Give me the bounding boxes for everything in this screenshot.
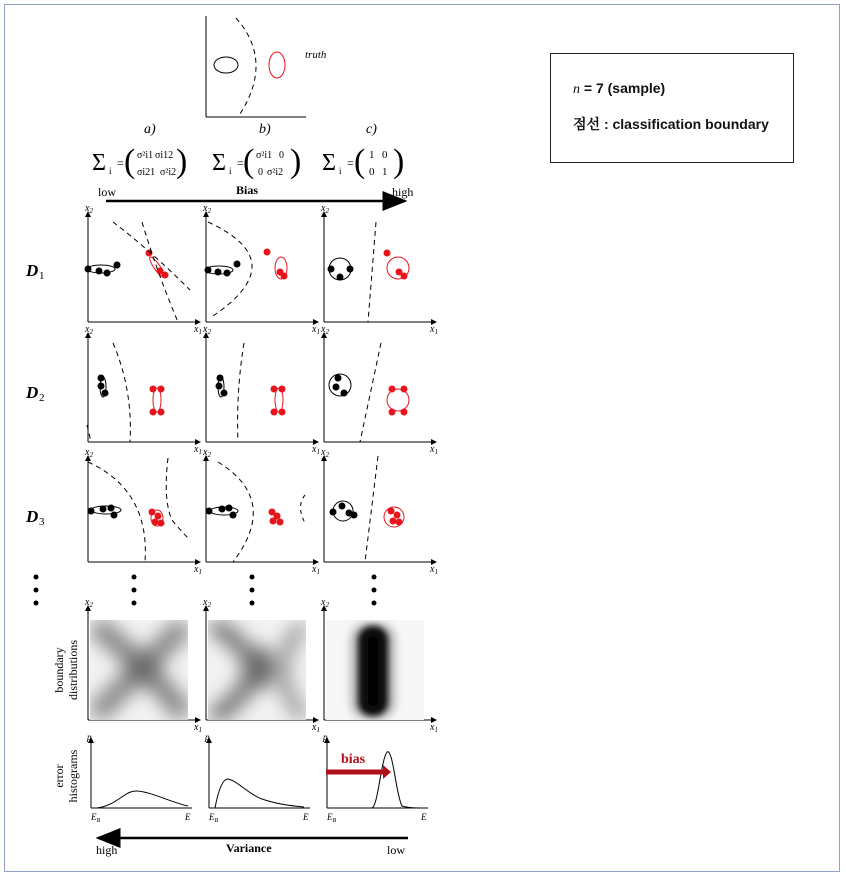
x-axis-label: $x_1$ [312,564,320,576]
svg-text:0: 0 [369,166,375,178]
panel-letter-c: c) [366,122,377,137]
x-axis-label: $x_1$ [312,722,320,734]
svg-text:1: 1 [39,270,45,282]
bias-low-label: low [98,185,116,199]
y-axis-label: $x_2$ [203,203,211,215]
panel-d3-b [206,462,306,562]
svg-text:1: 1 [369,149,375,161]
svg-text:(: ( [124,143,136,180]
formula-c [322,143,404,180]
panel-d3-a [88,458,191,562]
panel-d1-b [205,222,288,318]
svg-text:D: D [26,383,39,402]
y-axis-label: $x_2$ [321,597,329,609]
info-box [550,53,794,163]
svg-text:3: 3 [39,516,45,528]
bias-axis [98,183,413,201]
hist-axes-1 [86,732,192,824]
svg-text:Σ: Σ [92,150,106,176]
formula-b [212,143,301,180]
svg-text:i: i [109,166,112,176]
panel-axes-r1-c1 [88,212,200,322]
hist-curve-c [326,752,420,808]
y-axis-label: $x_2$ [203,447,211,459]
svg-text:): ) [290,143,302,180]
svg-text:0: 0 [279,150,284,161]
variance-low-label: low [387,843,405,857]
error-label-line2: histograms [66,749,80,803]
truth-panel [206,16,327,117]
svg-text:σ²i2: σ²i2 [160,167,177,178]
x-axis-label: $x_1$ [194,564,202,576]
panel-letter-a: a) [144,122,156,137]
svg-text:): ) [176,143,188,180]
y-axis-label: $x_2$ [203,324,211,336]
x-axis-label: $x_1$ [312,324,320,336]
variance-high-label: high [96,843,118,857]
error-histograms [86,732,428,824]
svg-text:σi12: σi12 [155,150,174,161]
panel-axes-r2-c2 [206,333,318,442]
panel-d1-c [328,222,410,322]
hist-e-label: E [303,812,309,822]
svg-text:(: ( [243,143,255,180]
x-axis-label: $x_1$ [430,324,438,336]
y-axis-label: $x_2$ [321,447,329,459]
boundary-label-line2: distributions [66,639,80,701]
svg-text:): ) [393,143,405,180]
svg-text:i: i [339,166,342,176]
truth-class2-ellipse [269,52,285,78]
boundary-distribution-b [208,620,306,720]
x-axis-label: $x_1$ [194,444,202,456]
svg-text:σi21: σi21 [137,167,156,178]
svg-text:0: 0 [258,167,263,178]
sample-count-line: n = 7 (sample) [573,80,666,97]
svg-text:=: = [237,156,244,170]
svg-text:=: = [117,156,124,170]
svg-text:0: 0 [382,149,388,161]
truth-class1-ellipse [214,57,238,73]
bias-title: Bias [236,183,259,197]
hist-axes-3 [322,732,428,824]
hist-curve-a [97,791,188,808]
hist-e-label: E [185,812,191,822]
hist-axes-2 [204,732,310,824]
hist-p-label: p [323,732,328,742]
panel-letter-b: b) [259,122,271,137]
variance-axis [96,838,408,857]
svg-text:D: D [26,507,39,526]
panel-axes-r2-c3 [324,333,436,442]
svg-text:=: = [347,156,354,170]
row-label-d1 [25,261,45,282]
hist-p-label: p [87,732,92,742]
svg-text:1: 1 [382,166,388,178]
boundary-distribution-c [326,620,424,720]
x-axis-label: $x_1$ [430,722,438,734]
panel-d2-c [329,343,409,442]
bias-high-label: high [392,185,414,199]
row-label-d3 [25,507,45,528]
panel-axes-r1-c3 [324,212,436,322]
panel-d2-a [87,343,165,442]
formula-a [92,143,187,180]
svg-text:(: ( [354,143,366,180]
panel-axes-r2-c1 [88,333,200,442]
hist-eb-label: $E_B$ [91,812,101,824]
hist-eb-label: $E_B$ [209,812,219,824]
hist-eb-label: $E_B$ [327,812,337,824]
error-label-line1: error [52,764,66,788]
hist-e-label: E [421,812,427,822]
boundary-note-line: 점선 : classification boundary [573,116,769,132]
boundary-distribution-a [90,620,188,720]
boundary-label-line1: boundary [52,647,66,693]
row-label-d2 [25,383,45,404]
x-axis-label: $x_1$ [312,444,320,456]
variance-title: Variance [226,841,272,855]
svg-text:D: D [26,261,39,280]
y-axis-label: $x_2$ [321,203,329,215]
bias-arrow-label: bias [341,752,366,767]
y-axis-label: $x_2$ [321,324,329,336]
svg-text:2: 2 [39,392,45,404]
hist-p-label: p [205,732,210,742]
x-axis-label: $x_1$ [430,564,438,576]
svg-text:Σ: Σ [212,150,226,176]
panel-d2-b [216,343,286,442]
y-axis-label: $x_2$ [85,203,93,215]
x-axis-label: $x_1$ [194,722,202,734]
y-axis-label: $x_2$ [85,447,93,459]
y-axis-label: $x_2$ [203,597,211,609]
y-axis-label: $x_2$ [85,597,93,609]
panel-d1-a [85,222,191,322]
x-axis-label: $x_1$ [194,324,202,336]
truth-boundary [236,18,256,117]
panel-d3-c [330,456,405,562]
hist-curve-b [215,779,304,808]
panel-axes-r1-c2 [206,212,318,322]
y-axis-label: $x_2$ [85,324,93,336]
svg-text:Σ: Σ [322,150,336,176]
svg-text:i: i [229,166,232,176]
truth-label: truth [305,49,327,61]
x-axis-label: $x_1$ [430,444,438,456]
svg-text:σ²i2: σ²i2 [267,167,284,178]
svg-text:σ²i1: σ²i1 [137,150,154,161]
svg-text:σ²i1: σ²i1 [256,150,273,161]
